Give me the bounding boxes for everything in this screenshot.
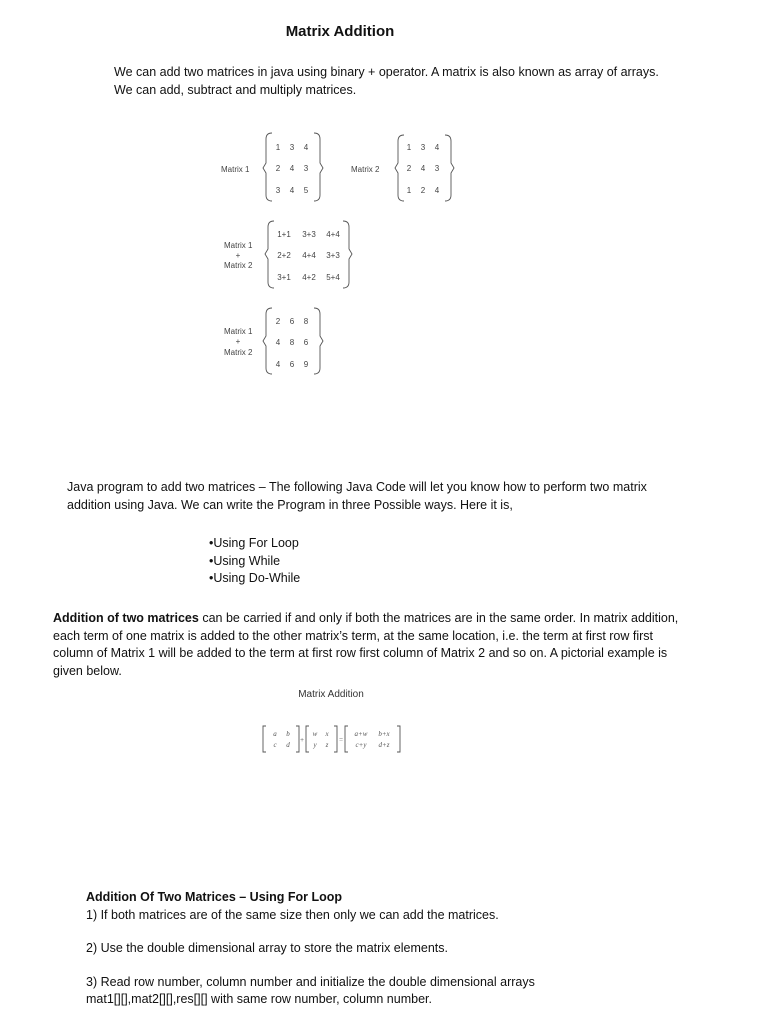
matrix-cell: 3	[420, 143, 426, 152]
matrix-cell: 4+4	[326, 230, 340, 239]
matrix-cell: b+x	[378, 730, 390, 738]
step-1: 1) If both matrices are of the same size then only we can add the matrices.	[86, 907, 499, 922]
definition-line-3: column of Matrix 1 will be added to the term at first row first column of Matrix 2 and so on. A pictorial example is	[53, 646, 668, 660]
matrix-cell: 6	[289, 317, 295, 326]
matrix-cell: c+y	[355, 741, 367, 749]
definition-paragraph	[53, 610, 723, 680]
matrix-cell: c	[273, 741, 277, 749]
matrix-cell: 6	[303, 338, 309, 347]
matrix-cell: 5	[303, 186, 309, 195]
page-title: Matrix Addition	[285, 23, 395, 40]
matrix-cell: 8	[303, 317, 309, 326]
step-3-line-1: 3) Read row number, column number and initialize the double dimensional arrays	[86, 974, 535, 989]
matrix-cell: 2	[406, 164, 412, 173]
matrix-cell: 5+4	[326, 273, 340, 282]
matrix-a-left-bracket	[263, 726, 266, 752]
sum-label-plus: +	[235, 251, 241, 260]
plus-sign: +	[299, 736, 305, 744]
for-loop-section	[86, 889, 726, 1009]
matrix-cell: d+z	[378, 741, 390, 749]
matrix-cell: 1+1	[277, 230, 291, 239]
pictorial-caption: Matrix Addition	[298, 689, 364, 700]
definition-line-2: each term of one matrix is added to the other matrix’s term, at the same location, i.e. the term at first row first	[53, 628, 654, 643]
intro-line-2: We can add, subtract and multiply matrices.	[114, 82, 357, 97]
matrix-cell: 8	[289, 338, 295, 347]
matrix-cell: d	[286, 741, 290, 749]
matrix2-label: Matrix 2	[351, 165, 380, 174]
result-label-top: Matrix 1	[224, 327, 253, 336]
pictorial-example-figure	[0, 680, 768, 770]
matrix-cell: 1	[406, 186, 412, 195]
matrix-cell: 4	[434, 143, 440, 152]
matrix-cell: 3	[289, 143, 295, 152]
matrix-cell: b	[286, 730, 290, 738]
matrix-addition-figure	[0, 0, 768, 460]
matrix2-right-bracket	[445, 135, 454, 201]
matrix2-left-bracket	[395, 135, 404, 201]
matrix-cell: 9	[303, 360, 309, 369]
matrix-cell: 2	[275, 164, 281, 173]
list-item: •Using For Loop	[209, 536, 299, 550]
java-intro-line-2: addition using Java. We can write the Program in three Possible ways. Here it is,	[67, 497, 513, 512]
matrix-cell: 3	[434, 164, 440, 173]
matrix-cell: 4	[275, 338, 281, 347]
definition-line-4: given below.	[53, 663, 122, 678]
result-left-bracket	[263, 308, 272, 374]
result-label-bottom: Matrix 2	[224, 348, 253, 357]
matrix-a-right-bracket	[296, 726, 299, 752]
matrix1-label: Matrix 1	[221, 165, 250, 174]
matrix-b-right-bracket	[334, 726, 337, 752]
intro-line-1: We can add two matrices in java using binary + operator. A matrix is also known as array of arrays.	[114, 65, 659, 79]
sum-label-bottom: Matrix 2	[224, 261, 253, 270]
matrix-c-left-bracket	[345, 726, 348, 752]
matrix1-right-bracket	[314, 133, 323, 201]
matrix-c-right-bracket	[397, 726, 400, 752]
sum-expr-cells	[277, 230, 340, 282]
for-loop-heading: Addition Of Two Matrices – Using For Loop	[86, 890, 343, 904]
definition-line-1: can be carried if and only if both the matrices are in the same order. In matrix addition,	[198, 611, 679, 625]
matrix-cell: w	[312, 730, 318, 738]
matrix-cell: 4	[420, 164, 426, 173]
sum-expr-right-bracket	[343, 221, 352, 288]
matrix-cell: 4	[289, 186, 295, 195]
java-intro-line-1: Java program to add two matrices – The following Java Code will let you know how to perform two matrix	[67, 480, 647, 494]
step-2: 2) Use the double dimensional array to store the matrix elements.	[86, 941, 448, 955]
matrix-cell: 3	[275, 186, 281, 195]
matrix-cell: 1	[275, 143, 281, 152]
matrix-b-left-bracket	[306, 726, 309, 752]
result-cells	[276, 317, 309, 369]
matrix-cell: 1	[406, 143, 412, 152]
matrix-cell: 3+3	[302, 230, 316, 239]
matrix1-cells	[276, 143, 309, 195]
matrix-cell: 4	[303, 143, 309, 152]
definition-bold-term: Addition of two matrices	[53, 611, 199, 625]
java-intro-paragraph	[67, 479, 727, 514]
matrix-cell: 2	[420, 186, 426, 195]
matrix-cell: z	[325, 741, 329, 749]
result-right-bracket	[314, 308, 323, 374]
matrix-cell: 6	[289, 360, 295, 369]
result-label-plus: +	[235, 337, 241, 346]
matrix-cell: 3+3	[326, 251, 340, 260]
matrix-cell: a	[273, 730, 277, 738]
list-item: •Using Do-While	[209, 571, 301, 585]
matrix-cell: 2+2	[277, 251, 291, 260]
matrix2-cells	[407, 143, 440, 195]
matrix-cell: y	[313, 741, 317, 749]
matrix-cell: a+w	[354, 730, 368, 738]
list-item: •Using While	[209, 553, 281, 568]
matrix-cell: 2	[275, 317, 281, 326]
matrix-cell: 4	[434, 186, 440, 195]
matrix-cell: 4+2	[302, 273, 316, 282]
matrix1-left-bracket	[263, 133, 272, 201]
matrix-cell: 3+1	[277, 273, 291, 282]
sum-expr-left-bracket	[265, 221, 274, 288]
matrix-cell: 4+4	[302, 251, 316, 260]
matrix-cell: 4	[289, 164, 295, 173]
ways-list	[209, 535, 300, 588]
matrix-cell: x	[325, 730, 329, 738]
sum-label-top: Matrix 1	[224, 241, 253, 250]
matrix-cell: 4	[275, 360, 281, 369]
matrix-cell: 3	[303, 164, 309, 173]
step-3-line-2: mat1[][],mat2[][],res[][] with same row number, column number.	[86, 992, 432, 1006]
equals-sign: =	[338, 736, 344, 744]
